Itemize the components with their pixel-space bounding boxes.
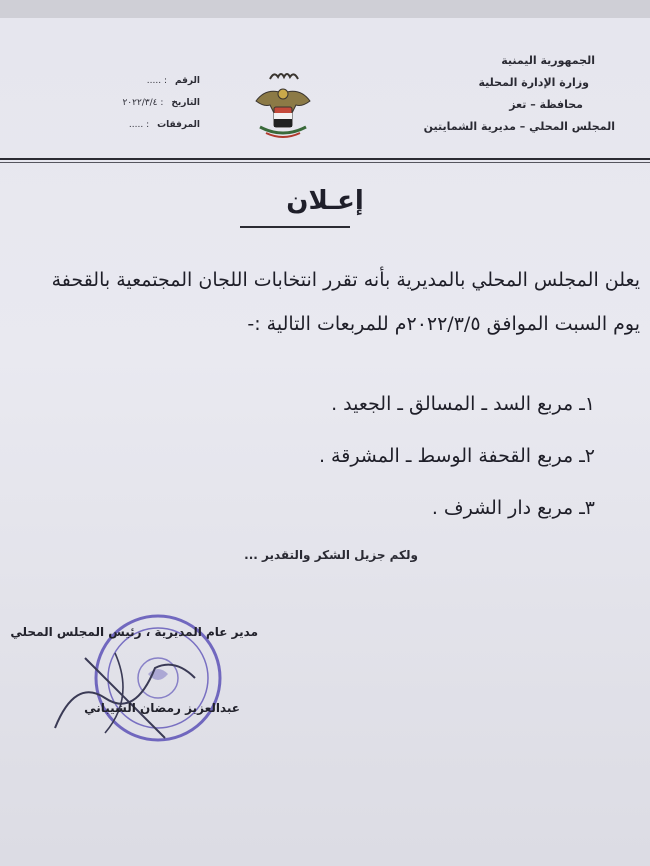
list-item: ٣ـ مربع دار الشرف . <box>431 497 595 519</box>
letterhead-left <box>20 70 200 136</box>
document-page <box>0 18 650 866</box>
country-line: الجمهورية اليمنية <box>501 54 595 67</box>
attachments-label: المرفقات <box>157 120 200 130</box>
date-label: التاريخ <box>171 98 200 108</box>
signatory-name: عبدالعزيز رمضان الشيباني <box>84 701 240 715</box>
announcement-paragraph <box>10 258 640 346</box>
yemen-eagle-emblem <box>252 63 314 143</box>
header-divider <box>0 158 650 160</box>
announcement-title: إعـلان <box>286 186 364 216</box>
letterhead-right <box>355 50 615 138</box>
paragraph-line: يوم السبت الموافق ٢٠٢٢/٣/٥م للمربعات التالية :- <box>247 313 640 335</box>
attachments-row <box>20 114 200 136</box>
list-item: ١ـ مربع السد ـ المسالق ـ الجعيد . <box>331 393 595 415</box>
header-divider-thin <box>0 162 650 163</box>
signatory-title: مدير عام المديرية ، رئيس المجلس المحلي <box>10 625 258 639</box>
letterhead <box>0 18 650 188</box>
date-row <box>20 92 200 114</box>
squares-list <box>35 378 595 534</box>
reference-number-row <box>20 70 200 92</box>
handwritten-signature <box>45 638 215 748</box>
title-underline <box>240 226 350 228</box>
date-value: : ٢٠٢٢/٣/٤ <box>122 98 164 108</box>
reference-number-value: : ..... <box>146 76 167 86</box>
governorate-line: محافظة – تعز <box>509 98 583 111</box>
reference-number-label: الرقم <box>174 76 200 86</box>
council-line: المجلس المحلي – مديرية الشمايتين <box>423 120 615 133</box>
closing-line: ولكم جزيل الشكر والتقدير ... <box>244 548 418 562</box>
attachments-value: : ..... <box>128 120 150 130</box>
ministry-line: وزارة الإدارة المحلية <box>478 76 589 89</box>
paragraph-line: يعلن المجلس المحلي بالمديرية بأنه تقرر انتخابات اللجان المجتمعية بالقحفة <box>51 269 640 291</box>
list-item: ٢ـ مربع القحفة الوسط ـ المشرقة . <box>318 445 595 467</box>
